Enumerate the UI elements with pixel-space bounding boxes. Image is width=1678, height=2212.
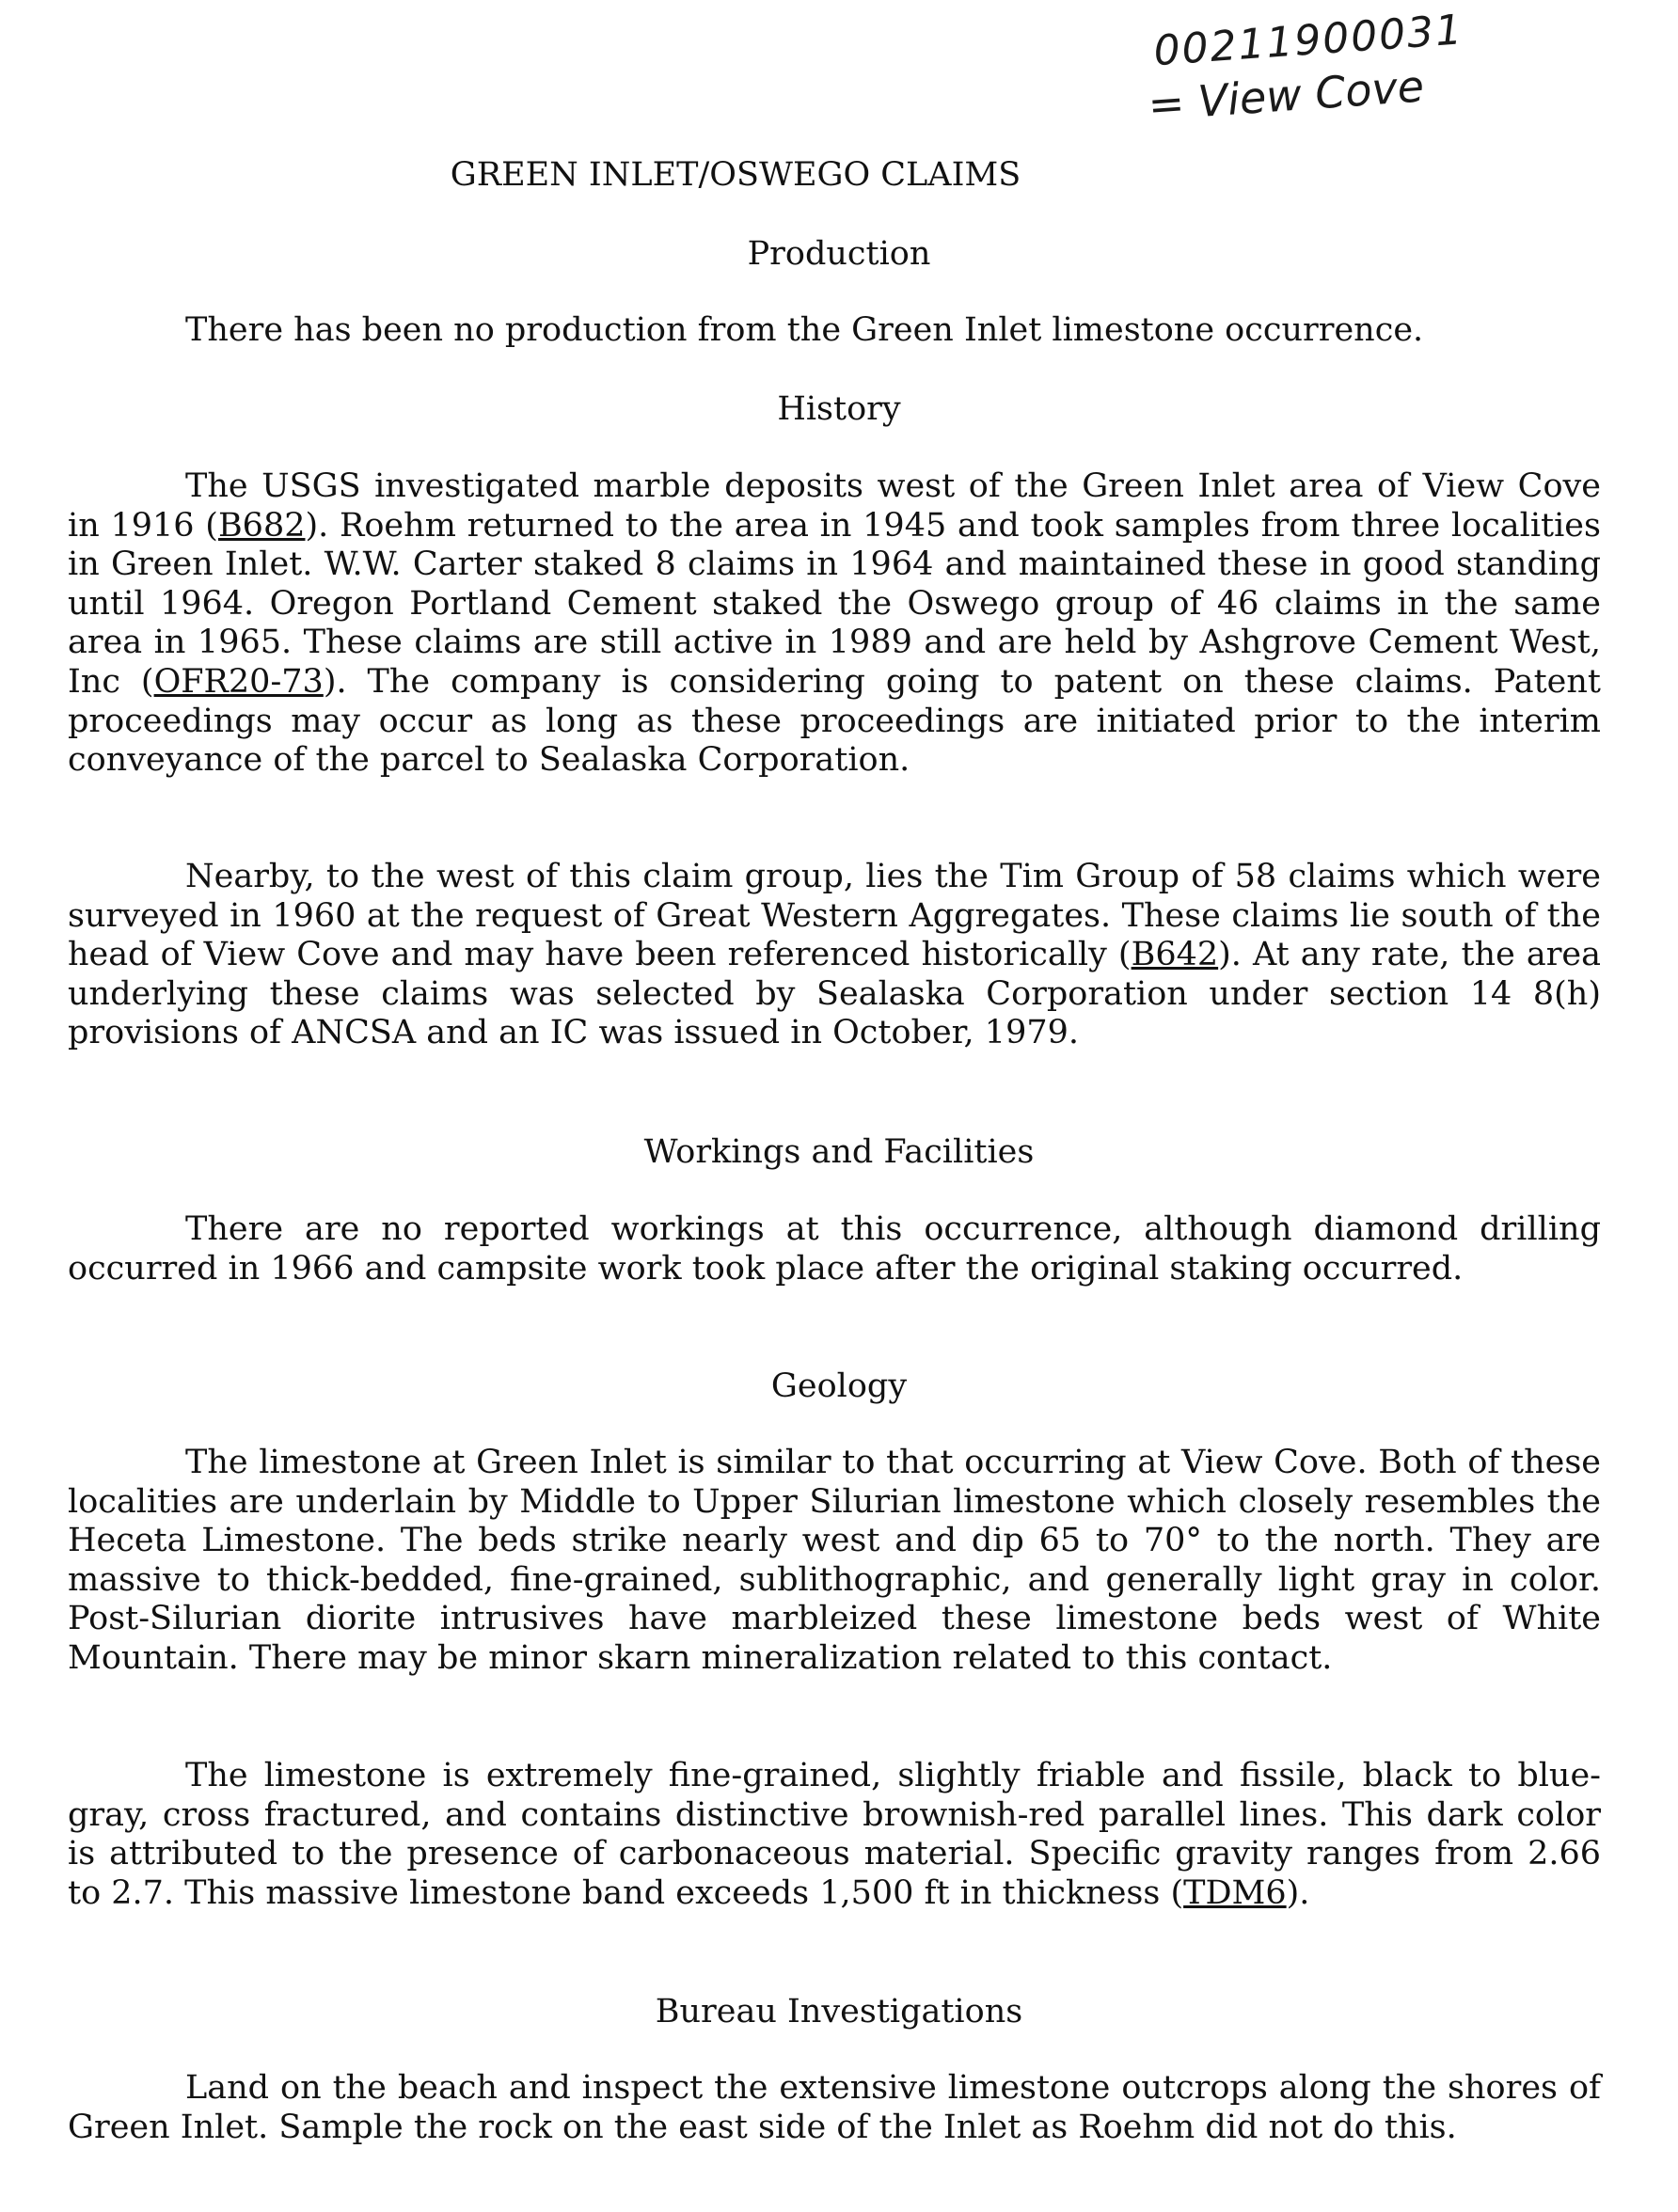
paragraph-geology-2: [68, 1757, 1601, 1913]
reference-link[interactable]: TDM6: [1183, 1873, 1287, 1912]
handwritten-id: 00211900031: [1151, 6, 1465, 76]
reference-link[interactable]: B682: [217, 506, 306, 545]
paragraph-history-2: [68, 858, 1601, 1053]
paragraph-text: The limestone at Green Inlet is similar to that occurring at View Cove. Both of these localities are underlain by Middle to Upper Silurian limestone which closely resembles the Heceta Limestone. The beds strike nearly west and dip 65 to 70° to the north. They are massive to thick-bedded, fine-grained, sublithographic, and generally light gray in color. Post-Silurian diorite intrusives have marbleized these limestone beds west of White Mountain. There may be minor skarn mineralization related to this contact.: [68, 1444, 1601, 1677]
paragraph-text: ). Roehm returned to the area in 1945 and took samples from three localities in Green Inlet. W.W. Carter staked 8 claims in 1964 and maintained these in good standing until 1964. Oregon Portland Cement staked the Oswego group of 46 claims in the same area in 1965. These claims are still active in 1989 and are held by Ashgrove Cement West, Inc (: [68, 506, 1601, 701]
paragraph-text: ). The company is considering going to patent on these claims. Patent proceedings may occur as long as these proceedings are initiated prior to the interim conveyance of the parcel to Sealaska Corporation.: [68, 662, 1601, 780]
paragraph-text: There has been no production from the Green Inlet limestone occurrence.: [185, 311, 1424, 349]
heading-geology: Geology: [770, 1367, 908, 1405]
paragraph-workings: [68, 1210, 1601, 1288]
paragraph-production: [68, 311, 1601, 351]
document-title: GREEN INLET/OSWEGO CLAIMS: [450, 156, 1021, 194]
heading-history: History: [777, 390, 901, 428]
handwritten-annotation: [1143, 3, 1507, 130]
paragraph-text: The USGS investigated marble deposits west of the Green Inlet area of View Cove in 1916 (: [68, 467, 1601, 545]
reference-link[interactable]: OFR20-73: [153, 662, 324, 701]
heading-bureau: Bureau Investigations: [655, 1993, 1023, 2030]
reference-link[interactable]: B642: [1131, 936, 1219, 974]
paragraph-text: Nearby, to the west of this claim group, lies the Tim Group of 58 claims which were surveyed in 1960 at the request of Great Western Aggregates. These claims lie south of the head of View Cove and may have been referenced historically (: [68, 858, 1601, 974]
paragraph-history-1: [68, 467, 1601, 781]
paragraph-text: ).: [1286, 1873, 1310, 1912]
paragraph-text: There are no reported workings at this occurrence, although diamond drilling occurred in 1966 and campsite work took place after the original staking occurred.: [68, 1210, 1601, 1288]
handwritten-note: = View Cove: [1146, 60, 1426, 131]
paragraph-text: The limestone is extremely fine-grained, slightly friable and fissile, black to blue-gray, cross fractured, and contains distinctive brownish-red parallel lines. This dark color is attributed to the presence of carbonaceous material. Specific gravity ranges from 2.66 to 2.7. This massive limestone band exceeds 1,500 ft in thickness (: [68, 1757, 1601, 1912]
heading-production: Production: [747, 235, 931, 273]
heading-workings: Workings and Facilities: [643, 1133, 1035, 1171]
paragraph-text: Land on the beach and inspect the extensive limestone outcrops along the shores of Green Inlet. Sample the rock on the east side of the Inlet as Roehm did not do this.: [68, 2069, 1601, 2146]
paragraph-geology-1: [68, 1444, 1601, 1679]
paragraph-text: ). At any rate, the area underlying these claims was selected by Sealaska Corporation under section 14 8(h) provisions of ANCSA and an IC was issued in October, 1979.: [68, 936, 1602, 1052]
paragraph-bureau: [68, 2069, 1601, 2147]
